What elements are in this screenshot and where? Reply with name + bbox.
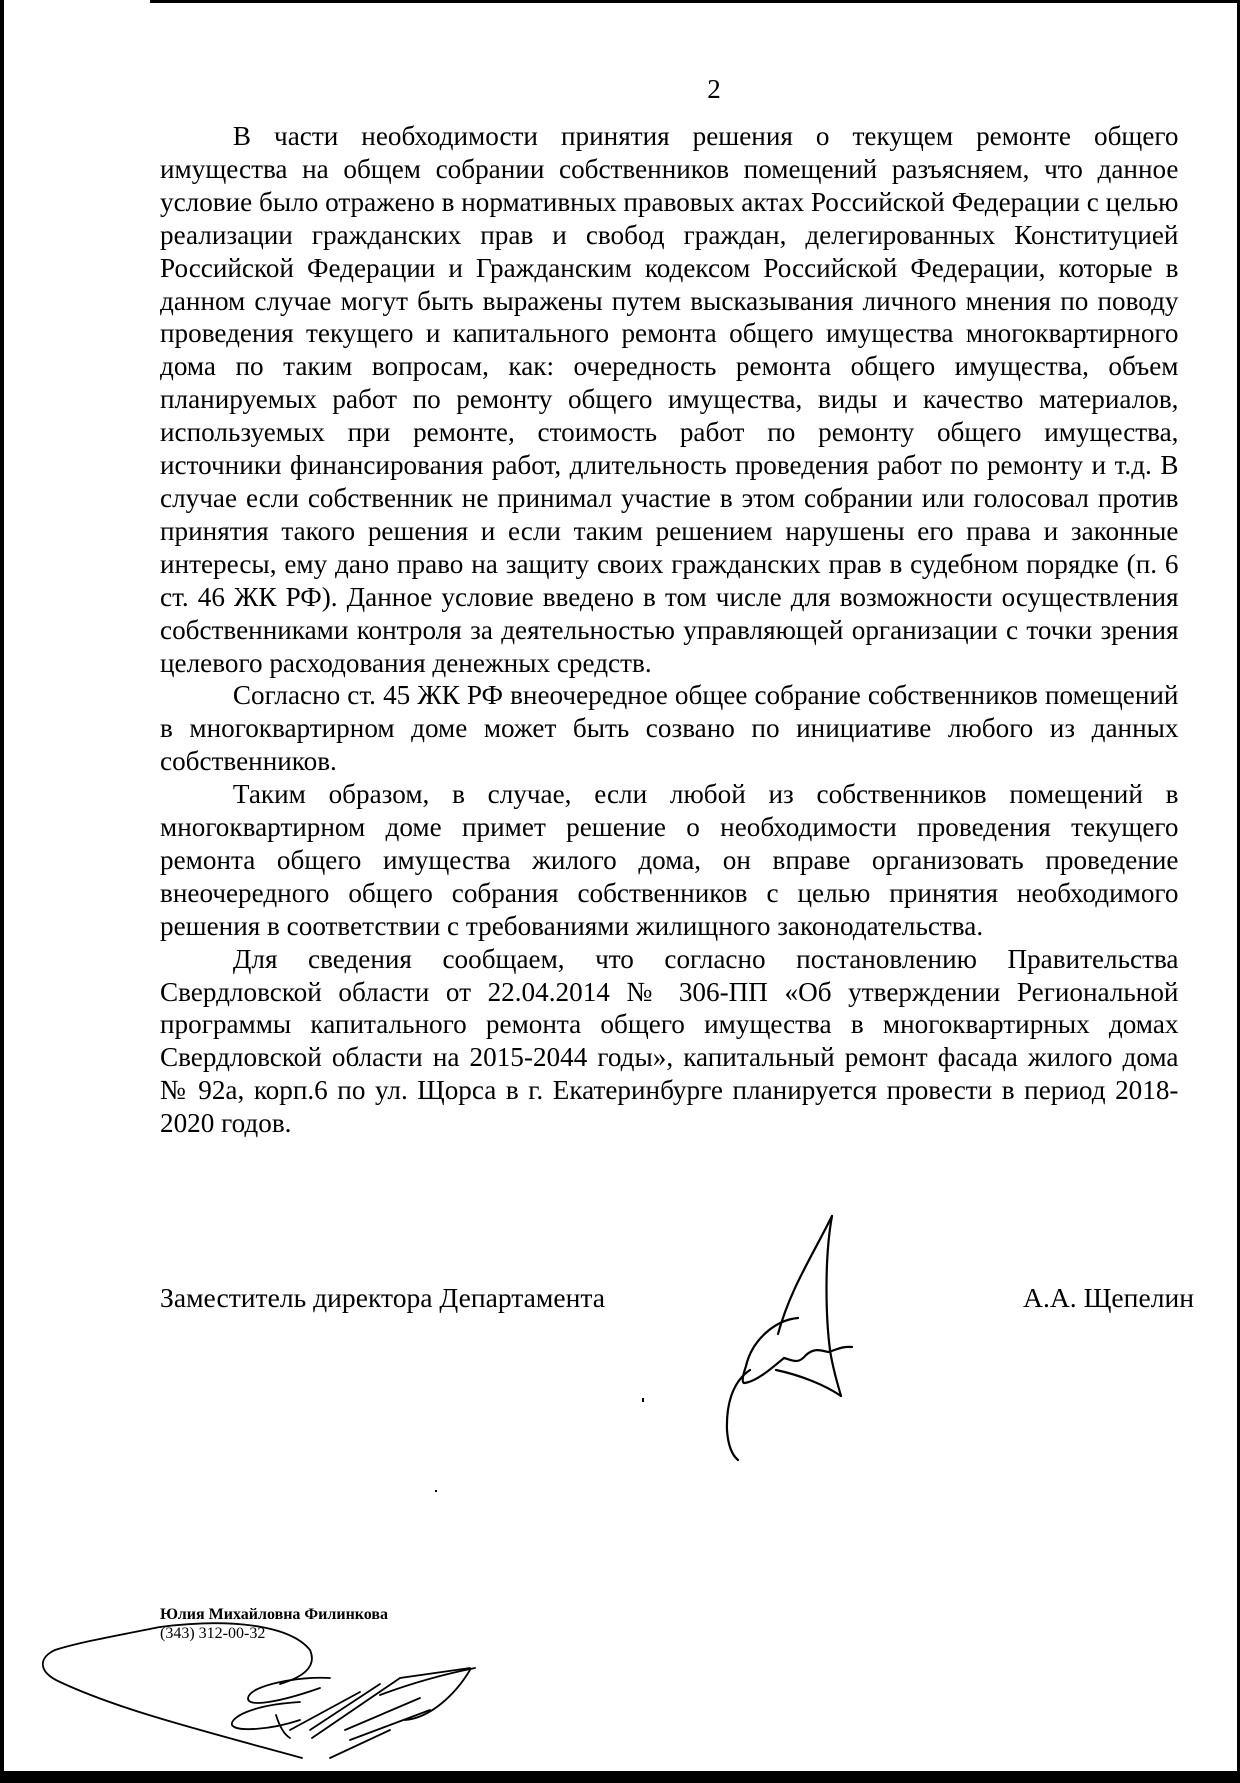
paragraph-extraordinary-meeting: Согласно ст. 45 ЖК РФ внеочередное общее собрание собственников помещений в многоквартирном доме может быть созвано по инициативе любого из данных собственников.: [160, 679, 1179, 777]
executor-phone: (343) 312-00-32: [160, 1625, 266, 1642]
executor-name: Юлия Михайловна Филинкова: [160, 1606, 389, 1623]
paragraph-repair-decision: В части необходимости принятия решения о текущем ремонте общего имущества на общем собрании собственников помещений разъясняем, что данное условие было отражено в нормативных правовых актах Российской Федерации с целью реализации гражданских прав и свобод граждан, делегированных Конституцией Российской Федерации и Гражданским кодексом Российской Федерации, которые в данном случае могут быть выражены путем высказывания личного мнения по поводу проведения текущего и капитального ремонта общего имущества многоквартирного дома по таким вопросам, как: очередность ремонта общего имущества, объем планируемых работ по ремонту общего имущества, виды и качество материалов, используемых при ремонте, стоимость работ по ремонту общего имущества, источники финансирования работ, длительность проведения работ по ремонту и т.д. В случае если собственник не принимал участие в этом собрании или голосовал против принятия такого решения и если таким решением нарушены его права и законные интересы, ему дано право на защиту своих гражданских прав в судебном порядке (п. 6 ст. 46 ЖК РФ). Данное условие введено в том числе для возможности осуществления собственниками контроля за деятельностью управляющей организации с точки зрения целевого расходования денежных средств.: [160, 120, 1179, 678]
signer-name: А.А. Щепелин: [1023, 1282, 1194, 1313]
signature-block: [160, 1282, 1194, 1318]
scan-border-left: [0, 0, 4, 1783]
scan-speck: [642, 1398, 644, 1402]
letter-body: [160, 120, 1178, 1140]
paragraph-conclusion: Таким образом, в случае, если любой из собственников помещений в многоквартирном доме примет решение о необходимости проведения текущего ремонта общего имущества жилого дома, он вправе организовать проведение внеочередного общего собрания собственников с целью принятия необходимого решения в соответствии с требованиями жилищного законодательства.: [160, 778, 1179, 941]
scan-speck: [435, 1490, 437, 1492]
paragraph-capital-repair-program: Для сведения сообщаем, что согласно постановлению Правительства Свердловской области от 22.04.2014 № 306-ПП «Об утверждении Региональной программы капитального ремонта общего имущества в многоквартирных домах Свердловской области на 2015-2044 годы», капитальный ремонт фасада жилого дома № 92а, корп.6 по ул. Щорса в г. Екатеринбурге планируется провести в период 2018-2020 годов.: [160, 942, 1179, 1139]
page-number: 2: [707, 74, 721, 104]
scan-border-top: [150, 0, 1240, 3]
signer-title: Заместитель директора Департамента: [160, 1282, 606, 1313]
handwritten-signature-icon: [680, 1200, 880, 1470]
executor-contact: [160, 1605, 388, 1643]
